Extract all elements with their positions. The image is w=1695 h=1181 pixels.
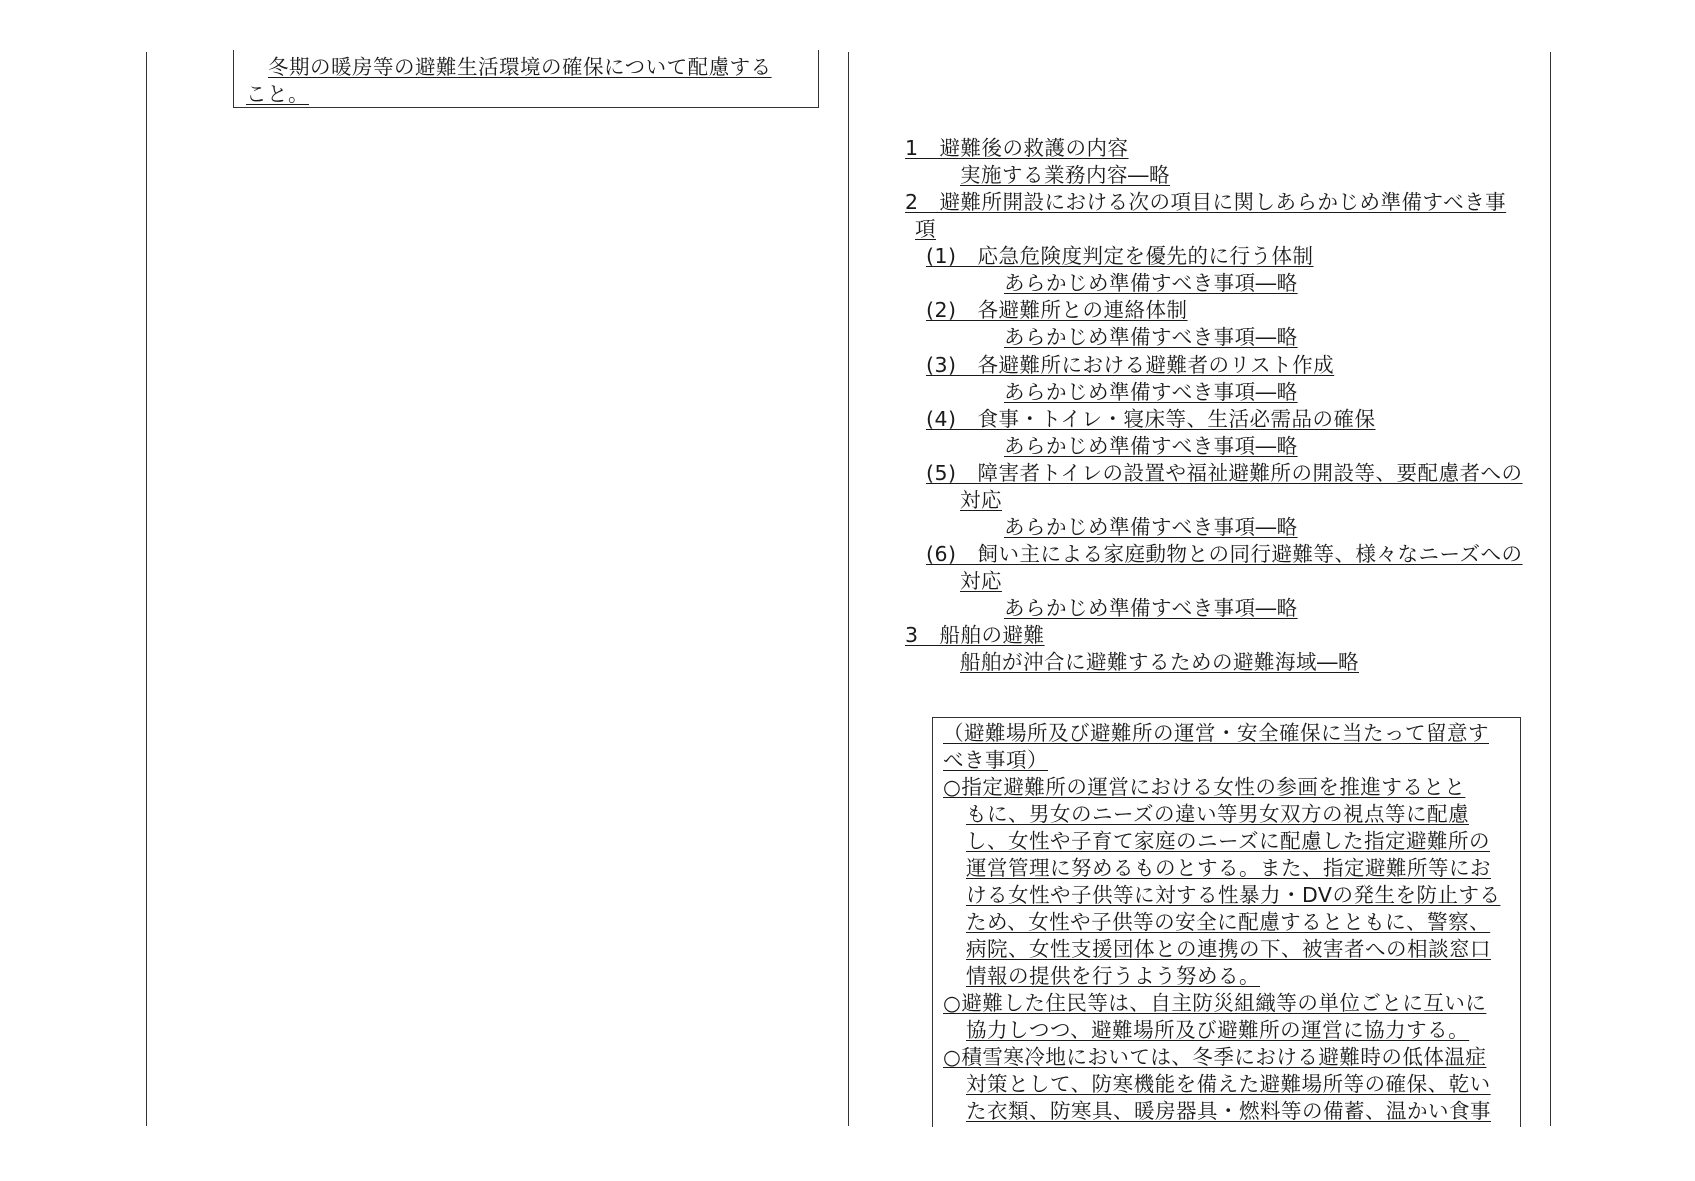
section-3-detail: 船舶が沖合に避難するための避難海域―略: [960, 650, 1359, 674]
section-2-heading: 2 避難所開設における次の項目に関しあらかじめ準備すべき事: [905, 190, 1507, 214]
section-1-heading: 1 避難後の救護の内容: [905, 136, 1129, 160]
item-2-title: (2) 各避難所との連絡体制: [926, 298, 1188, 322]
bullet-2-line-1: ○避難した住民等は、自主防災組織等の単位ごとに互いに: [943, 991, 1487, 1015]
note-box-title-cont: べき事項）: [943, 748, 1048, 772]
item-3-title: (3) 各避難所における避難者のリスト作成: [926, 353, 1335, 377]
item-1-title: (1) 応急危険度判定を優先的に行う体制: [926, 244, 1314, 268]
item-5-detail: あらかじめ準備すべき事項―略: [1004, 515, 1298, 539]
item-5-title: (5) 障害者トイレの設置や福祉避難所の開設等、要配慮者への: [926, 461, 1523, 485]
bullet-1-line-4: 運営管理に努めるものとする。また、指定避難所等にお: [966, 856, 1491, 880]
item-6-title-cont: 対応: [960, 569, 1002, 593]
section-1-detail: 実施する業務内容―略: [960, 163, 1170, 187]
item-1-detail: あらかじめ準備すべき事項―略: [1004, 271, 1298, 295]
item-4-detail: あらかじめ準備すべき事項―略: [1004, 434, 1298, 458]
bullet-1-line-8: 情報の提供を行うよう努める。: [966, 964, 1260, 988]
item-2-detail: あらかじめ準備すべき事項―略: [1004, 325, 1298, 349]
left-note-line-2: こと。: [246, 82, 309, 106]
section-3-heading: 3 船舶の避難: [905, 623, 1045, 647]
left-page-border: [146, 52, 147, 1126]
item-6-title: (6) 飼い主による家庭動物との同行避難等、様々なニーズへの: [926, 542, 1523, 566]
column-divider: [848, 52, 849, 1126]
item-4-title: (4) 食事・トイレ・寝床等、生活必需品の確保: [926, 407, 1376, 431]
bullet-1-line-6: ため、女性や子供等の安全に配慮するとともに、警察、: [966, 910, 1491, 934]
right-page-border: [1550, 52, 1551, 1126]
bullet-3-line-1: ○積雪寒冷地においては、冬季における避難時の低体温症: [943, 1045, 1487, 1069]
left-note-line-1: 冬期の暖房等の避難生活環境の確保について配慮する: [268, 55, 772, 79]
section-2-heading-cont: 項: [915, 217, 936, 241]
note-box-title: （避難場所及び避難所の運営・安全確保に当たって留意す: [943, 721, 1489, 745]
item-6-detail: あらかじめ準備すべき事項―略: [1004, 596, 1298, 620]
bullet-1-line-2: もに、男女のニーズの違い等男女双方の視点等に配慮: [966, 802, 1469, 826]
bullet-3-line-3: た衣類、防寒具、暖房器具・燃料等の備蓄、温かい食事: [966, 1099, 1491, 1123]
bullet-2-line-2: 協力しつつ、避難場所及び避難所の運営に協力する。: [966, 1018, 1470, 1042]
bullet-3-line-2: 対策として、防寒機能を備えた避難場所等の確保、乾い: [966, 1072, 1491, 1096]
bullet-1-line-3: し、女性や子育て家庭のニーズに配慮した指定避難所の: [966, 829, 1490, 853]
bullet-1-line-7: 病院、女性支援団体との連携の下、被害者への相談窓口: [966, 937, 1491, 961]
item-3-detail: あらかじめ準備すべき事項―略: [1004, 380, 1298, 404]
item-5-title-cont: 対応: [960, 488, 1002, 512]
bullet-1-line-5: ける女性や子供等に対する性暴力・DVの発生を防止する: [966, 883, 1501, 907]
bullet-1-line-1: ○指定避難所の運営における女性の参画を推進するとと: [943, 775, 1466, 799]
